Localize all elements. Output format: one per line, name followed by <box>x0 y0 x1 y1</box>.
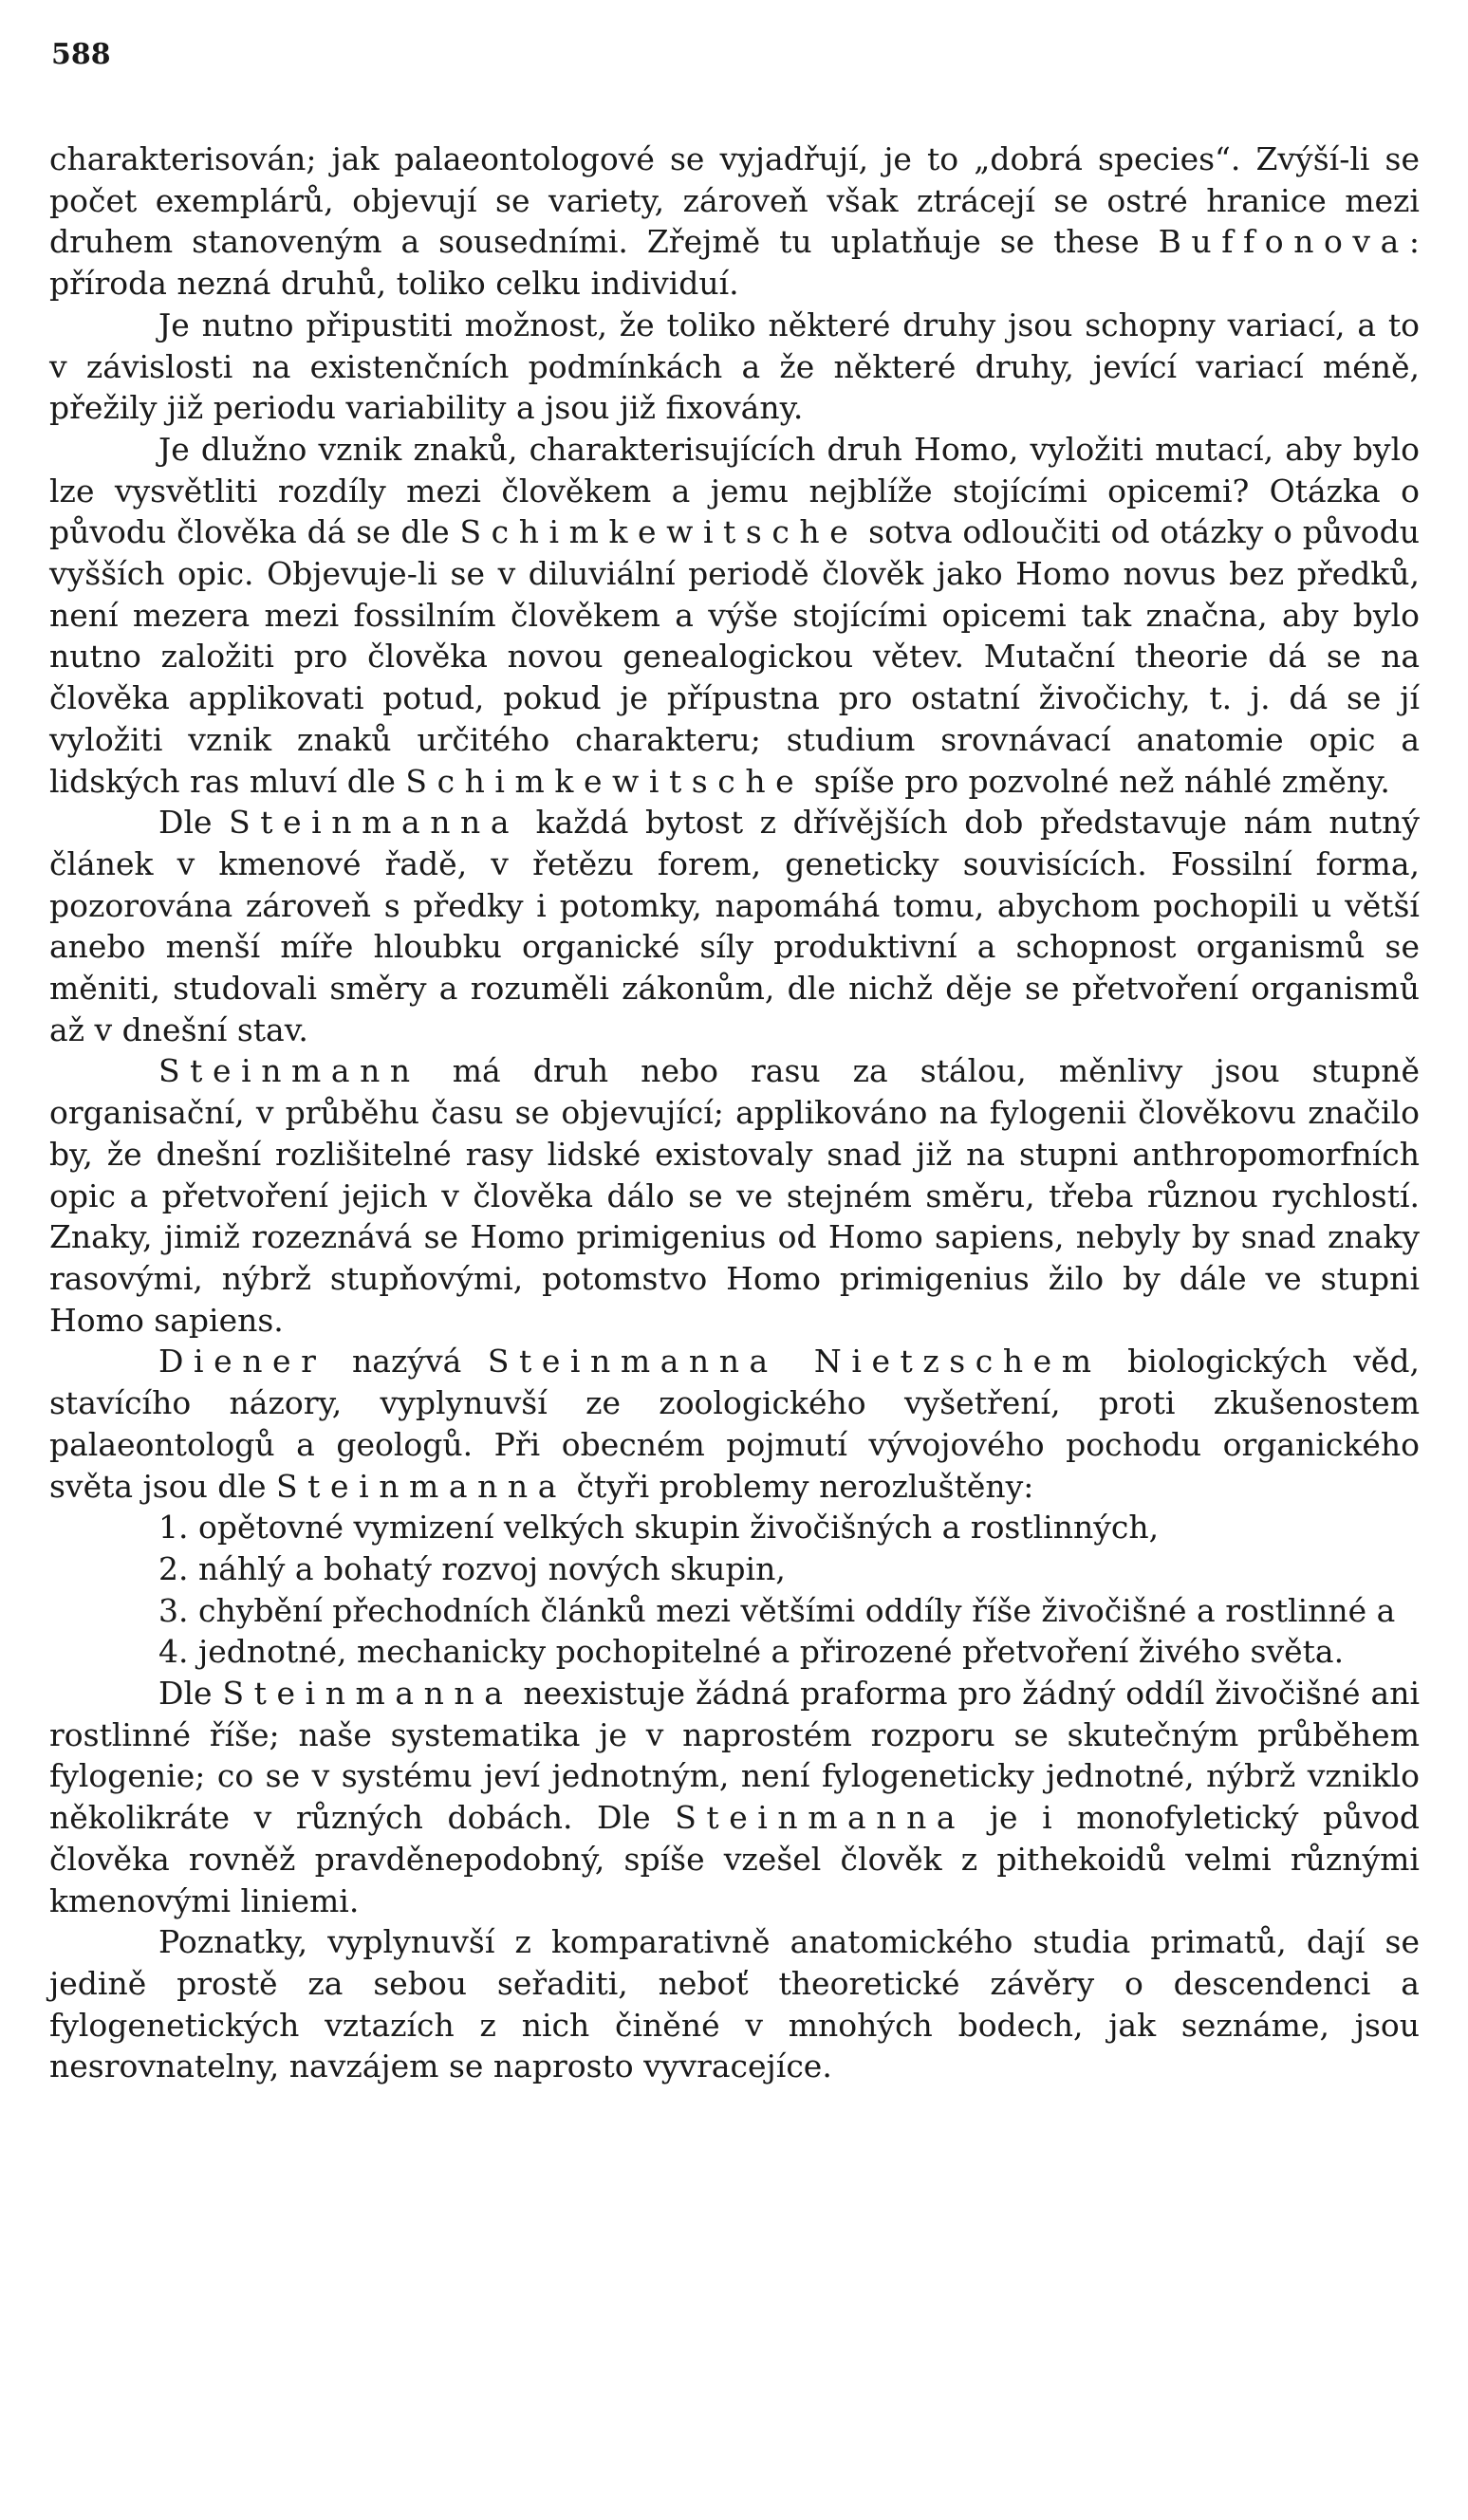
text-segment: Dle <box>158 1675 223 1713</box>
text-segment: čtyři problemy nerozluštěny: <box>566 1467 1034 1505</box>
paragraph <box>49 139 1420 305</box>
text-segment: : příroda nezná druhů, toliko celku individuí. <box>49 223 1420 303</box>
text-segment: Je nutno připustiti možnost, že toliko některé druhy jsou schopny variací, a to v závislosti na existenčních podmínkách a že některé druhy, jevící variací méně, přežily již periodu variability a jsou již fixovány. <box>49 306 1420 427</box>
text-body <box>49 139 1420 2087</box>
spaced-name: Buffonova <box>1158 223 1409 261</box>
text-segment: Je dlužno vznik znaků, charakterisujících druh Homo, vyložiti mutací, aby bylo lze vysvětliti rozdíly mezi člověkem a jemu nejblíže stojícími opicemi? Otázka o původu člověka dá se dle <box>49 430 1420 551</box>
spaced-name: Schimkewitsche <box>459 513 859 551</box>
text-segment: je i monofyletický původ člověka rovněž pravděnepodobný, spíše vzešel člověk z pithekoidů velmi různými kmenovými liniemi. <box>49 1799 1421 1919</box>
text-segment: má druh nebo rasu za stálou, měnlivy jsou stupně organisační, v průběhu času se objevující; applikováno na fylogenii člověkovu značilo by, že dnešní rozlišitelné rasy lidské existovaly snad již na stupni anthropomorfních opic a přetvoření jejich v člověka dálo se ve stejném směru, třeba různou rychlostí. Znaky, jimiž rozeznává se Homo primigenius od Homo sapiens, nebyly by snad znaky rasovými, nýbrž stupňovými, potomstvo Homo primigenius žilo by dále ve stupni Homo sapiens. <box>49 1052 1420 1339</box>
text-segment: 3. chybění přechodních článků mezi většími oddíly říše živočišné a rostlinné a <box>158 1591 1396 1629</box>
text-segment: každá bytost z dřívějších dob představuje nám nutný článek v kmenové řadě, v řetězu forem, geneticky souvisících. Fossilní forma, pozorována zároveň s předky i potomky, napomáhá tomu, abychom pochopili u větší anebo menší míře hloubku organické síly produktivní a schopnost organismů se měniti, studovali směry a rozuměli zákonům, dle nichž děje se přetvoření organismů až v dnešní stav. <box>49 804 1421 1048</box>
spaced-name: Steinmann <box>158 1052 420 1090</box>
paragraph <box>49 1921 1420 2087</box>
spaced-name: Steinmanna <box>222 1675 513 1713</box>
page-number: 588 <box>51 38 111 71</box>
list-item <box>49 1631 1420 1673</box>
spaced-name: Steinmanna <box>229 804 520 842</box>
spaced-name: Steinmanna <box>276 1467 567 1505</box>
paragraph <box>49 802 1420 1050</box>
text-segment: Poznatky, vyplynuvší z komparativně anatomického studia primatů, dají se jedině prostě za sebou seřaditi, neboť theoretické závěry o descendenci a fylogenetických vztazích z nich činěné v mnohých bodech, jak seznáme, jsou nesrovnatelny, navzájem se naprosto vyvracejíce. <box>49 1923 1420 2085</box>
text-segment: 1. opětovné vymizení velkých skupin živočišných a rostlinných, <box>158 1509 1160 1547</box>
list-item <box>49 1507 1420 1548</box>
spaced-name: Diener <box>158 1343 326 1380</box>
spaced-name: Schimkewitsche <box>405 762 805 800</box>
text-segment: 4. jednotné, mechanicky pochopitelné a přirozené přetvoření živého světa. <box>158 1633 1345 1671</box>
text-segment: sotva odloučiti od otázky o původu vyšších opic. Objevuje-li se v diluviální periodě člověk jako Homo novus bez předků, není mezera mezi fossilním člověkem a výše stojícími opicemi tak značna, aby bylo nutno založiti pro člověka novou genealogickou větev. Mutační theorie dá se na člověka applikovati potud, pokud je přípustna pro ostatní živočichy, t. j. dá se jí vyložiti vznik znaků určitého charakteru; studium srovnávací anatomie opic a lidských ras mluví dle <box>49 513 1420 800</box>
text-segment: spíše pro pozvolné než náhlé změny. <box>804 762 1390 800</box>
paragraph <box>49 1050 1420 1341</box>
paragraph <box>49 429 1420 802</box>
text-segment: nazývá <box>325 1343 488 1380</box>
spaced-name: Steinmanna Nietzschem <box>487 1343 1102 1380</box>
list-item <box>49 1548 1420 1590</box>
text-segment: biologických věd, stavícího názory, vyplynuvší ze zoologického vyšetření, proti zkušenostem palaeontologů a geologů. Při obecném pojmutí vývojového pochodu organického světa jsou dle <box>49 1343 1420 1505</box>
paragraph <box>49 1673 1420 1921</box>
paragraph <box>49 1341 1420 1507</box>
text-segment: Dle <box>158 804 230 842</box>
text-segment: 2. náhlý a bohatý rozvoj nových skupin, <box>158 1549 786 1587</box>
spaced-name: Steinmanna <box>675 1799 966 1837</box>
list-item <box>49 1590 1420 1632</box>
text-segment: neexistuje žádná praforma pro žádný oddíl živočišné ani rostlinné říše; naše systematika je v naprostém rozporu se skutečným průběhem fylogenie; co se v systému jeví jednotným, není fylogeneticky jednotné, nýbrž vzniklo několikráte v různých dobách. Dle <box>49 1675 1420 1837</box>
text-segment: charakterisován; jak palaeontologové se vyjadřují, je to „dobrá species“. Zvýší-li se počet exemplárů, objevují se variety, zároveň však ztrácejí se ostré hranice mezi druhem stanoveným a sousedními. Zřejmě tu uplatňuje se these <box>49 140 1420 261</box>
paragraph <box>49 305 1420 429</box>
